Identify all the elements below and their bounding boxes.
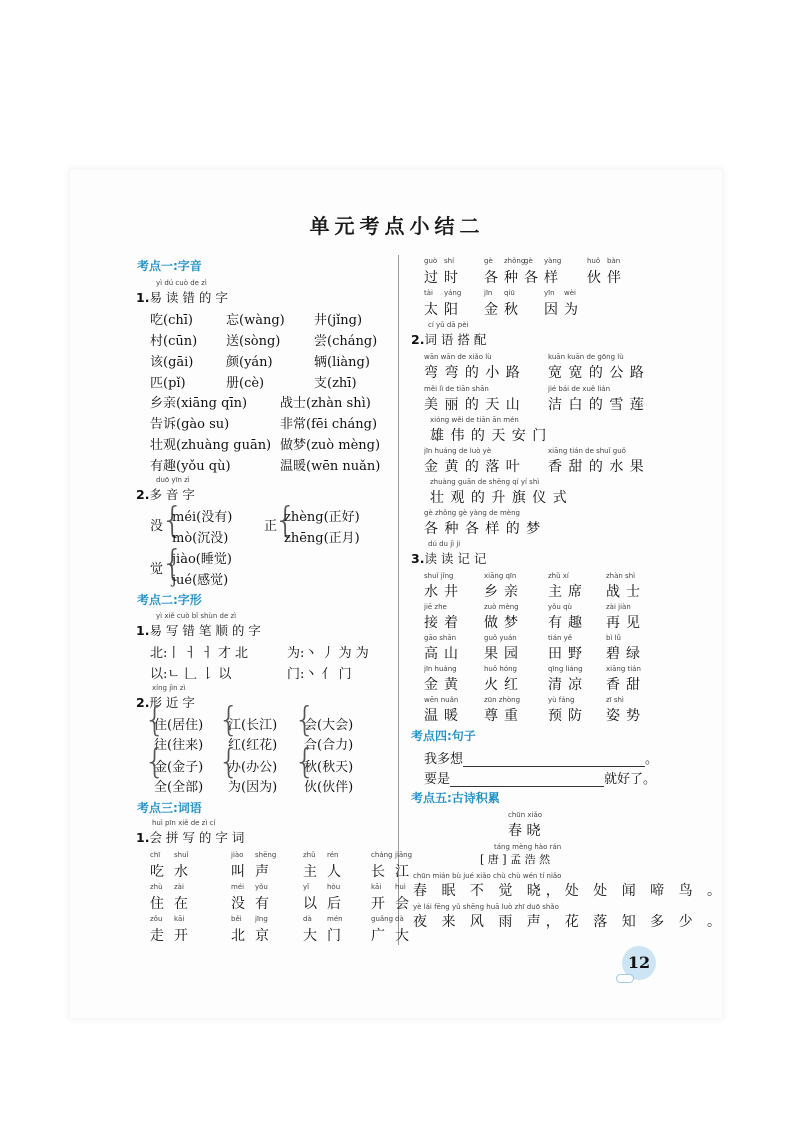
word-pinyin: zhǔ xí: [548, 572, 569, 580]
subheading: 1.会 拼 写 的 字 词: [136, 830, 245, 845]
char-pinyin: méi: [231, 883, 245, 891]
word-pinyin: jiē zhe: [424, 603, 447, 611]
subheading: 2.形 近 字: [136, 695, 195, 710]
char-text: 以: [303, 896, 317, 912]
phrase: 宽 宽 的 公 路: [548, 365, 645, 381]
word-pinyin: zūn zhòng: [484, 696, 521, 704]
reading-word: 高山: [424, 646, 464, 662]
pronunciation-word: 乡亲(xiāng qīn): [150, 396, 248, 411]
blank-line[interactable]: [463, 766, 645, 767]
word-char: [231, 883, 245, 913]
cloud-icon: [616, 974, 634, 983]
char-pinyin: qiū: [504, 289, 515, 297]
pronunciation-item: 忘(wàng): [226, 313, 285, 328]
stroke-order-bei: 北:丨 ㅓ ㅓ 才 北: [150, 646, 249, 661]
pronunciation-word: 壮观(zhuàng guān): [150, 438, 272, 453]
word-char: [444, 257, 458, 287]
word-char: [544, 257, 562, 287]
poem-author: [ 唐 ] 孟 浩 然: [480, 853, 551, 866]
char-text: 开: [174, 928, 188, 944]
word-char: [150, 883, 164, 913]
word-pinyin: yù fáng: [548, 696, 575, 704]
phrase: 金 黄 的 落 叶: [424, 459, 521, 475]
similar-char: 为(因为): [228, 780, 278, 795]
phrase-pinyin: jīn huáng de luò yè: [424, 447, 492, 455]
reading-word: 战士: [606, 584, 646, 600]
word-char: [174, 851, 189, 881]
char-pinyin: tài: [424, 289, 433, 297]
word-pinyin: xiāng tián: [606, 665, 641, 673]
char-text: 种: [504, 270, 518, 286]
char-pinyin: jiāng: [395, 851, 413, 859]
reading-word: 接着: [424, 615, 464, 631]
word-char: [504, 289, 518, 319]
subheading: 1.易 读 错 的 字: [136, 290, 228, 305]
pronunciation-item: 颜(yán): [226, 355, 273, 370]
section-heading-3: 考点三:词语: [137, 801, 202, 815]
word-char: [395, 851, 413, 881]
section-heading-2: 考点二:字形: [137, 593, 202, 607]
char-pinyin: gè: [524, 257, 533, 265]
pronunciation-item: 井(jǐng): [314, 313, 363, 328]
subheading: 1.易 写 错 笔 顺 的 字: [136, 623, 261, 638]
char-pinyin: jīn: [484, 289, 493, 297]
word-char: [484, 289, 498, 319]
pronunciation-word: 温暖(wēn nuǎn): [280, 459, 381, 474]
char-pinyin: yǒu: [255, 883, 268, 891]
pronunciation-item: 册(cè): [226, 376, 265, 391]
reading-word: 乡亲: [484, 584, 524, 600]
similar-char: 红(红花): [228, 738, 278, 753]
word-char: [371, 883, 385, 913]
phrase: 美 丽 的 天 山: [424, 397, 521, 413]
char-pinyin: kāi: [371, 883, 382, 891]
word-char: [607, 257, 621, 287]
section-heading-4: 考点四:句子: [411, 729, 476, 743]
char-pinyin: mén: [327, 915, 343, 923]
stroke-order-wei: 为:丶 丿 为 为: [287, 646, 369, 661]
word-char: [255, 915, 269, 945]
char-pinyin: huì: [395, 883, 406, 891]
word-pinyin: zī shì: [606, 696, 624, 704]
brace-icon: {: [161, 543, 184, 584]
reading-word: 温暖: [424, 708, 464, 724]
char-pinyin: zài: [174, 883, 184, 891]
char-text: 大: [395, 928, 409, 944]
poem-line-2: 夜 来 风 雨 声，花 落 知 多 少 。: [413, 914, 727, 930]
pronunciation-item: 吃(chī): [150, 313, 193, 328]
pinyin: cí yǔ dā pèi: [428, 321, 469, 329]
similar-char: 住(居住): [154, 718, 204, 733]
phrase: 弯 弯 的 小 路: [424, 365, 521, 381]
char-text: 伴: [607, 270, 621, 286]
char-pinyin: guǎng: [371, 915, 394, 923]
word-char: [395, 915, 409, 945]
section-heading-5: 考点五:古诗积累: [411, 791, 500, 805]
char-pinyin: zhǒng: [504, 257, 526, 265]
similar-char: 会(大会): [304, 718, 354, 733]
reading-word: 火红: [484, 677, 524, 693]
similar-char: 伙(伙伴): [304, 780, 354, 795]
pinyin: táng mèng hào rán: [494, 843, 562, 851]
reading-word: 田野: [548, 646, 588, 662]
pronunciation-word: 非常(fēi cháng): [280, 417, 378, 432]
subheading: 3.读 读 记 记: [411, 551, 487, 566]
char-text: 大: [303, 928, 317, 944]
pinyin: huì pīn xiě de zì cí: [152, 819, 216, 827]
reading-word: 做梦: [484, 615, 524, 631]
phrase: 香 甜 的 水 果: [548, 459, 645, 475]
char-pinyin: gè: [484, 257, 493, 265]
brace-icon: {: [144, 700, 166, 740]
word-pinyin: zuò mèng: [484, 603, 519, 611]
stroke-order-yi: 以:ㄴ 𠃊 𠄌 以: [150, 667, 232, 682]
char-text: 叫: [231, 864, 245, 880]
reading-word: 果园: [484, 646, 524, 662]
column-divider: [398, 255, 399, 945]
similar-char: 办(办公): [228, 760, 278, 775]
char-text: 为: [564, 302, 578, 318]
pronunciation-item: 村(cūn): [150, 334, 198, 349]
word-char: [150, 851, 164, 881]
char-text: 各: [484, 270, 498, 286]
brace-icon: {: [144, 742, 166, 782]
pronunciation-item: 辆(liàng): [314, 355, 370, 370]
phrase-pinyin: zhuàng guān de shēng qí yí shì: [430, 478, 540, 486]
word-char: [174, 915, 188, 945]
reading-word: 姿势: [606, 708, 646, 724]
word-char: [303, 915, 317, 945]
poem-line-1: 春 眠 不 觉 晓，处 处 闻 啼 鸟 。: [413, 883, 727, 899]
similar-char: 全(全部): [154, 780, 204, 795]
char-text: 有: [255, 896, 269, 912]
similar-char: 江(长江): [228, 718, 278, 733]
word-char: [231, 915, 245, 945]
reading-word: 预防: [548, 708, 588, 724]
char-pinyin: shēng: [255, 851, 277, 859]
word-char: [424, 289, 438, 319]
char-text: 在: [174, 896, 188, 912]
pronunciation-word: 做梦(zuò mèng): [280, 438, 381, 453]
char-pinyin: zǒu: [150, 915, 163, 923]
reading-word: 再见: [606, 615, 646, 631]
char-pinyin: kāi: [174, 915, 185, 923]
char-text: 开: [371, 896, 385, 912]
section-heading-1: 考点一:字音: [137, 259, 202, 273]
brace-icon: {: [294, 700, 316, 740]
polyphone-reading: zhèng(正好): [284, 510, 360, 525]
polyphone-char: 正: [264, 519, 278, 534]
char-pinyin: zhù: [150, 883, 163, 891]
word-char: [174, 883, 188, 913]
word-pinyin: xiāng qīn: [484, 572, 517, 580]
char-pinyin: rén: [327, 851, 339, 859]
char-text: 声: [255, 864, 269, 880]
blank-line[interactable]: [450, 786, 604, 787]
pronunciation-item: 支(zhī): [314, 376, 357, 391]
char-text: 太: [424, 302, 438, 318]
word-char: [327, 883, 341, 913]
word-char: [504, 257, 526, 287]
polyphone-char: 觉: [150, 562, 164, 577]
char-text: 伙: [587, 270, 601, 286]
reading-word: 金黄: [424, 677, 464, 693]
word-char: [231, 851, 245, 881]
char-text: 长: [371, 864, 385, 880]
polyphone-reading: mò(沉没): [172, 531, 229, 546]
char-text: 人: [327, 864, 341, 880]
char-text: 走: [150, 928, 164, 944]
pronunciation-item: 尝(cháng): [314, 334, 378, 349]
polyphone-reading: jiào(睡觉): [172, 552, 232, 567]
char-text: 京: [255, 928, 269, 944]
pinyin: chūn xiǎo: [508, 811, 543, 819]
char-pinyin: jīng: [255, 915, 268, 923]
word-pinyin: yǒu qù: [548, 603, 572, 611]
reading-word: 香甜: [606, 677, 646, 693]
reading-word: 有趣: [548, 615, 588, 631]
brace-icon: {: [274, 500, 297, 541]
word-char: [524, 257, 538, 287]
word-char: [484, 257, 498, 287]
char-pinyin: yàng: [544, 257, 562, 265]
pronunciation-item: 送(sòng): [226, 334, 281, 349]
similar-char: 往(往来): [154, 738, 204, 753]
word-pinyin: shuǐ jǐng: [424, 572, 454, 580]
char-pinyin: shí: [444, 257, 455, 265]
reading-word: 碧绿: [606, 646, 646, 662]
word-pinyin: zhàn shì: [606, 572, 636, 580]
char-text: 过: [424, 270, 438, 286]
brace-icon: {: [294, 742, 316, 782]
similar-char: 金(金子): [154, 760, 204, 775]
word-char: [255, 883, 269, 913]
char-pinyin: jiào: [231, 851, 244, 859]
word-char: [303, 883, 317, 913]
polyphone-reading: jué(感觉): [172, 573, 229, 588]
char-text: 门: [327, 928, 341, 944]
word-char: [327, 915, 343, 945]
poem-title: 春 晓: [508, 823, 541, 839]
char-text: 没: [231, 896, 245, 912]
pronunciation-word: 告诉(gào su): [150, 417, 230, 432]
pinyin: dú du jì ji: [428, 540, 461, 548]
word-pinyin: zài jiàn: [606, 603, 631, 611]
phrase-pinyin: jié bái de xuě lián: [548, 385, 611, 393]
phrase-pinyin: měi lì de tiān shān: [424, 385, 489, 393]
char-text: 各: [524, 270, 538, 286]
char-text: 金: [484, 302, 498, 318]
char-pinyin: yīn: [544, 289, 555, 297]
word-char: [371, 851, 393, 881]
word-pinyin: bì lǜ: [606, 634, 621, 642]
word-pinyin: gāo shān: [424, 634, 457, 642]
char-pinyin: běi: [231, 915, 242, 923]
reading-word: 尊重: [484, 708, 524, 724]
word-char: [303, 851, 317, 881]
char-text: 江: [395, 864, 409, 880]
word-pinyin: jīn huáng: [424, 665, 457, 673]
pronunciation-word: 战士(zhàn shì): [280, 396, 371, 411]
char-text: 样: [544, 270, 558, 286]
word-char: [564, 289, 578, 319]
word-pinyin: qīng liáng: [548, 665, 583, 673]
char-pinyin: dà: [395, 915, 404, 923]
pinyin: yè lái fēng yǔ shēng huā luò zhī duō shǎo: [413, 903, 559, 911]
word-pinyin: tián yě: [548, 634, 573, 642]
char-text: 后: [327, 896, 341, 912]
char-text: 住: [150, 896, 164, 912]
phrase-pinyin: wān wān de xiǎo lù: [424, 353, 492, 361]
char-text: 秋: [504, 302, 518, 318]
phrase: 雄 伟 的 天 安 门: [430, 428, 548, 444]
phrase-pinyin: kuān kuān de gōng lù: [548, 353, 624, 361]
word-char: [444, 289, 462, 319]
word-char: [327, 851, 341, 881]
phrase-pinyin: xiāng tián de shuǐ guǒ: [548, 447, 626, 455]
char-text: 因: [544, 302, 558, 318]
word-char: [587, 257, 601, 287]
reading-word: 水井: [424, 584, 464, 600]
pinyin: yì xiě cuò bǐ shùn de zì: [156, 612, 237, 620]
char-pinyin: bàn: [607, 257, 621, 265]
pinyin: duō yīn zì: [156, 476, 190, 484]
pinyin: chūn mián bù jué xiǎo chù chù wén tí niǎo: [413, 872, 562, 880]
stroke-order-men: 门:丶 亻 门: [287, 667, 352, 682]
char-text: 广: [371, 928, 385, 944]
char-pinyin: guò: [424, 257, 438, 265]
polyphone-reading: zhēng(正月): [284, 531, 360, 546]
pronunciation-item: 该(gāi): [150, 355, 194, 370]
char-text: 主: [303, 864, 317, 880]
pinyin: yì dú cuò de zì: [156, 279, 207, 287]
char-pinyin: chī: [150, 851, 161, 859]
word-char: [424, 257, 438, 287]
page-number: 12: [622, 946, 656, 980]
subheading: 2.词 语 搭 配: [411, 332, 487, 347]
char-pinyin: hòu: [327, 883, 341, 891]
similar-char: 合(合力): [304, 738, 354, 753]
char-pinyin: wèi: [564, 289, 576, 297]
brace-icon: {: [218, 700, 240, 740]
similar-char: 秋(秋天): [304, 760, 354, 775]
reading-word: 主席: [548, 584, 588, 600]
char-text: 阳: [444, 302, 458, 318]
word-char: [395, 883, 409, 913]
pinyin: xíng jìn zì: [152, 684, 186, 692]
polyphone-char: 没: [150, 519, 164, 534]
char-text: 水: [174, 864, 188, 880]
word-pinyin: wēn nuǎn: [424, 696, 459, 704]
word-pinyin: huǒ hóng: [484, 665, 517, 673]
pronunciation-item: 匹(pǐ): [150, 376, 186, 391]
word-char: [371, 915, 394, 945]
char-pinyin: cháng: [371, 851, 393, 859]
char-text: 吃: [150, 864, 164, 880]
char-text: 时: [444, 270, 458, 286]
sentence-fill-1: 我多想 。: [424, 752, 659, 767]
word-char: [150, 915, 164, 945]
char-pinyin: zhǔ: [303, 851, 316, 859]
polyphone-reading: méi(没有): [172, 510, 233, 525]
word-pinyin: guǒ yuán: [484, 634, 517, 642]
phrase: 各 种 各 样 的 梦: [424, 521, 542, 537]
brace-icon: {: [161, 500, 184, 541]
char-pinyin: shuǐ: [174, 851, 189, 859]
char-pinyin: yǐ: [303, 883, 310, 891]
subheading: 2.多 音 字: [136, 487, 195, 502]
char-text: 会: [395, 896, 409, 912]
word-char: [544, 289, 558, 319]
word-char: [255, 851, 277, 881]
phrase: 壮 观 的 升 旗 仪 式: [430, 490, 568, 506]
char-pinyin: huǒ: [587, 257, 601, 265]
pronunciation-word: 有趣(yǒu qù): [150, 459, 231, 474]
reading-word: 清凉: [548, 677, 588, 693]
phrase: 洁 白 的 雪 莲: [548, 397, 645, 413]
brace-icon: {: [218, 742, 240, 782]
page-title: 单元考点小结二: [309, 214, 485, 238]
phrase-pinyin: gè zhǒng gè yàng de mèng: [424, 509, 520, 517]
char-pinyin: yáng: [444, 289, 462, 297]
phrase-pinyin: xióng wěi de tiān ān mén: [430, 416, 519, 424]
sentence-fill-2: 要是 就好了。: [424, 772, 657, 787]
char-pinyin: dà: [303, 915, 312, 923]
char-text: 北: [231, 928, 245, 944]
